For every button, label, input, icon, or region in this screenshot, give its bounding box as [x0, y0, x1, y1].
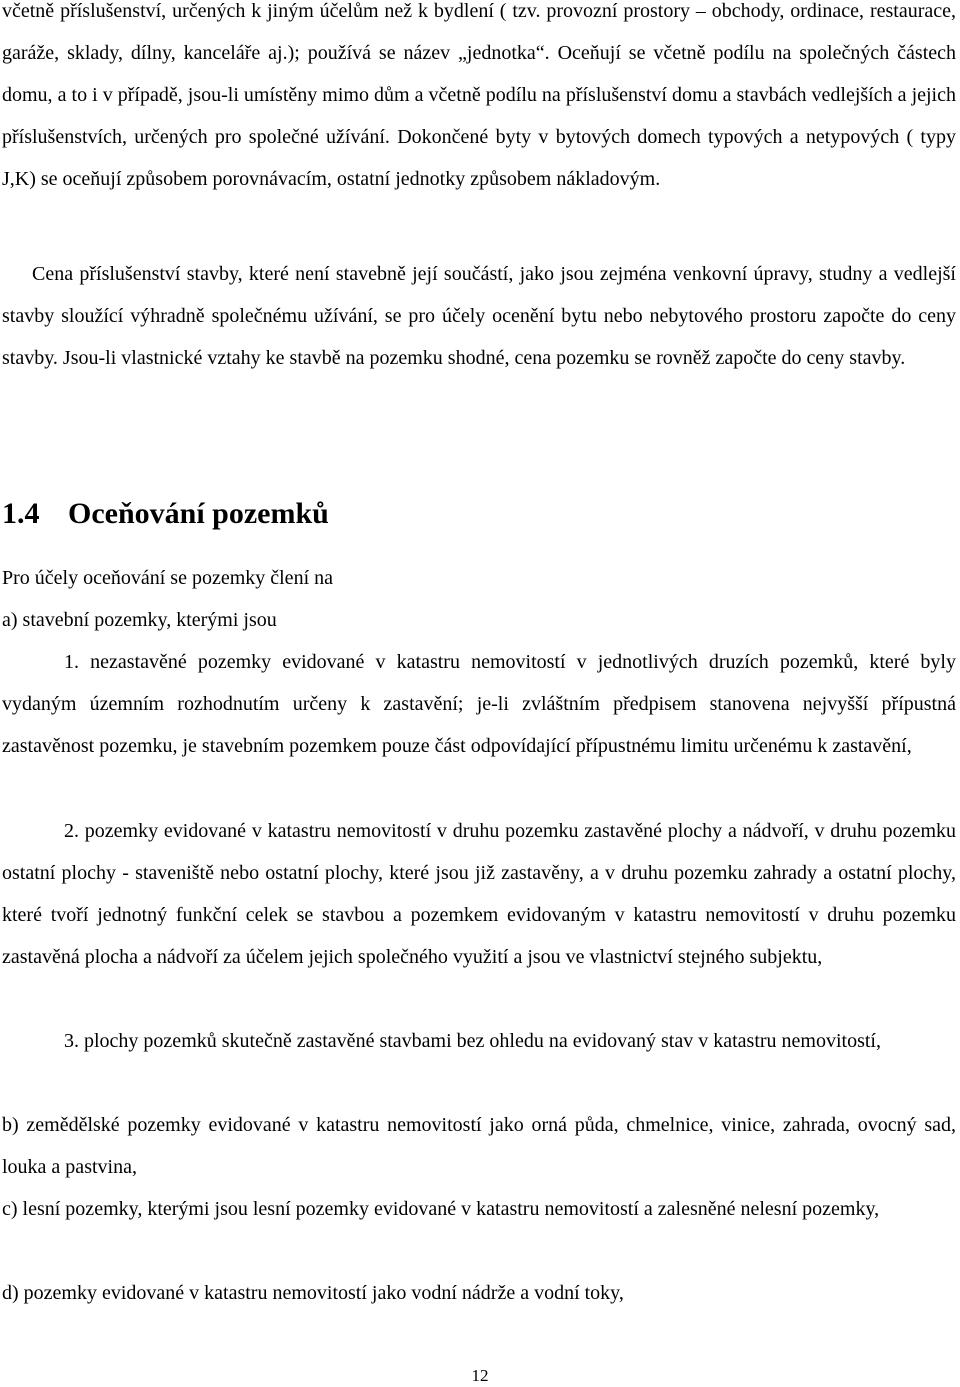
- page-number: 12: [471, 1366, 489, 1385]
- section-heading: [2, 494, 329, 534]
- intro-text: Pro účely oceňování se pozemky člení na: [2, 567, 333, 589]
- paragraph-accessories-price: Cena příslušenství stavby, které není stavebně její součástí, jako jsou zejména venkovní úpravy, studny a vedlejší stavby sloužící výhradně společnému užívání, se pro účely ocenění bytu nebo nebytového prostoru započte do ceny stavby. Jsou-li vlastnické vztahy ke stavbě na pozemku shodné, cena pozemku se rovněž započte do ceny stavby.: [2, 263, 956, 369]
- section-number: 1.4: [2, 497, 40, 530]
- paragraph-units-valuation: včetně příslušenství, určených k jiným účelům než k bydlení ( tzv. provozní prostory – obchody, ordinace, restaurace, garáže, sklady, dílny, kanceláře aj.); používá se název „jednotka“. Oceňují se včetně podílu na společných částech domu, a to i v případě, jsou-li umístěny mimo dům a včetně podílu na příslušenství domu a stavbách vedlejších a jejich příslušenstvích, určených pro společné užívání. Dokončené byty v bytových domech typových a netypových ( typy J,K) se oceňují způsobem porovnávacím, ostatní jednotky způsobem nákladovým.: [2, 0, 956, 190]
- list-item-2: 2. pozemky evidované v katastru nemovitostí v druhu pozemku zastavěné plochy a nádvoří, v druhu pozemku ostatní plochy - staveniště nebo ostatní plochy, které jsou již zastavěny, a v druhu pozemku zahrady a ostatní plochy, které tvoří jednotný funkční celek se stavbou a pozemkem evidovaným v katastru nemovitostí v druhu pozemku zastavěná plocha a nádvoří za účelem jejich společného využití a jsou ve vlastnictví stejného subjektu,: [2, 820, 956, 968]
- list-item-b: b) zemědělské pozemky evidované v katastru nemovitostí jako orná půda, chmelnice, vinice, zahrada, ovocný sad, louka a pastvina,: [2, 1114, 956, 1178]
- list-item-d: d) pozemky evidované v katastru nemovitostí jako vodní nádrže a vodní toky,: [2, 1282, 624, 1304]
- section-title: Oceňování pozemků: [68, 497, 329, 530]
- list-item-3: 3. plochy pozemků skutečně zastavěné stavbami bez ohledu na evidovaný stav v katastru nemovitostí,: [64, 1030, 881, 1052]
- list-item-a-label: a) stavební pozemky, kterými jsou: [2, 609, 277, 631]
- list-item-c: c) lesní pozemky, kterými jsou lesní pozemky evidované v katastru nemovitostí a zalesněné nelesní pozemky,: [2, 1198, 880, 1220]
- list-item-1: 1. nezastavěné pozemky evidované v katastru nemovitostí v jednotlivých druzích pozemků, které byly vydaným územním rozhodnutím určeny k zastavění; je-li zvláštním předpisem stanovena nejvyšší přípustná zastavěnost pozemku, je stavebním pozemkem pouze část odpovídající přípustnému limitu určenému k zastavění,: [2, 651, 956, 757]
